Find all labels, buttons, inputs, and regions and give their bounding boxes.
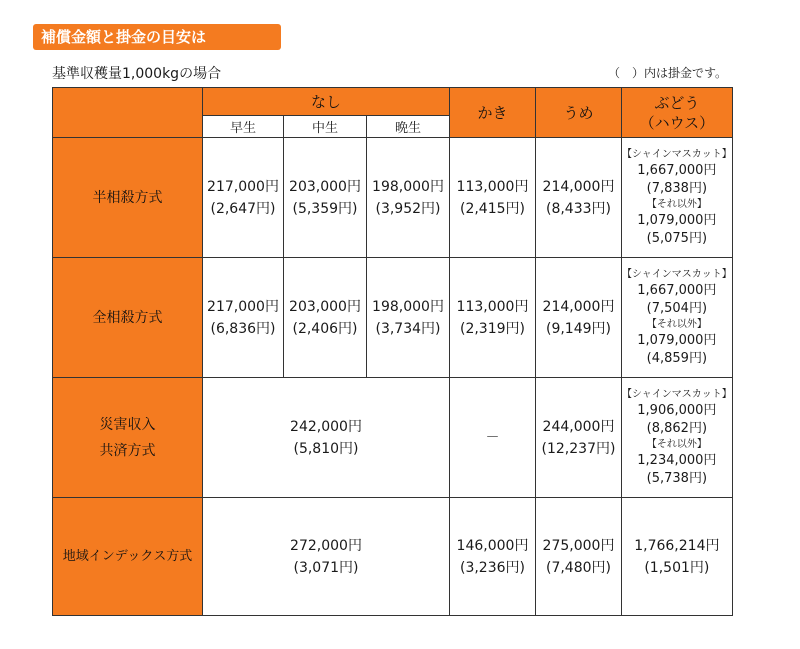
table-note: （ ）内は掛金です。 <box>608 66 728 80</box>
value-cell: 214,000円 (9,149円) <box>536 258 622 378</box>
row-header: 地域インデックス方式 <box>53 498 203 616</box>
value-cell: 198,000円 (3,952円) <box>367 138 450 258</box>
value-cell: 198,000円 (3,734円) <box>367 258 450 378</box>
corner-header <box>53 88 203 138</box>
value-cell: 203,000円 (5,359円) <box>284 138 367 258</box>
value-cell: 113,000円 (2,415円) <box>450 138 536 258</box>
value-cell: 146,000円 (3,236円) <box>450 498 536 616</box>
column-header-ume: うめ <box>536 88 622 138</box>
budou-cell: 【シャインマスカット】 1,667,000円 (7,504円) 【それ以外】 1,079,000円 (4,859円) <box>622 258 733 378</box>
compensation-table <box>52 87 733 616</box>
value-cell: 214,000円 (8,433円) <box>536 138 622 258</box>
table-row <box>53 138 733 258</box>
table-subtitle: 基準収穫量1,000kgの場合 <box>52 66 222 82</box>
subheader-okute: 晩生 <box>367 116 450 138</box>
column-header-kaki: かき <box>450 88 536 138</box>
budou-cell: 【シャインマスカット】 1,906,000円 (8,862円) 【それ以外】 1,234,000円 (5,738円) <box>622 378 733 498</box>
table-row <box>53 258 733 378</box>
value-cell: 203,000円 (2,406円) <box>284 258 367 378</box>
budou-cell: 1,766,214円 (1,501円) <box>622 498 733 616</box>
value-cell: 244,000円 (12,237円) <box>536 378 622 498</box>
value-cell: 217,000円 (6,836円) <box>203 258 284 378</box>
value-cell: 113,000円 (2,319円) <box>450 258 536 378</box>
nashi-merged-cell: 242,000円 (5,810円) <box>203 378 450 498</box>
row-header: 災害収入 共済方式 <box>53 378 203 498</box>
kaki-cell: － <box>450 378 536 498</box>
row-header: 全相殺方式 <box>53 258 203 378</box>
budou-cell: 【シャインマスカット】 1,667,000円 (7,838円) 【それ以外】 1,079,000円 (5,075円) <box>622 138 733 258</box>
value-cell: 275,000円 (7,480円) <box>536 498 622 616</box>
nashi-merged-cell: 272,000円 (3,071円) <box>203 498 450 616</box>
column-header-nashi: なし <box>203 88 450 116</box>
table-row <box>53 378 733 498</box>
row-header: 半相殺方式 <box>53 138 203 258</box>
table-row <box>53 498 733 616</box>
section-title: 補償金額と掛金の目安は <box>33 24 281 50</box>
subheader-wase: 早生 <box>203 116 284 138</box>
value-cell: 217,000円 (2,647円) <box>203 138 284 258</box>
subheader-nakate: 中生 <box>284 116 367 138</box>
column-header-budou: ぶどう （ハウス） <box>622 88 733 138</box>
